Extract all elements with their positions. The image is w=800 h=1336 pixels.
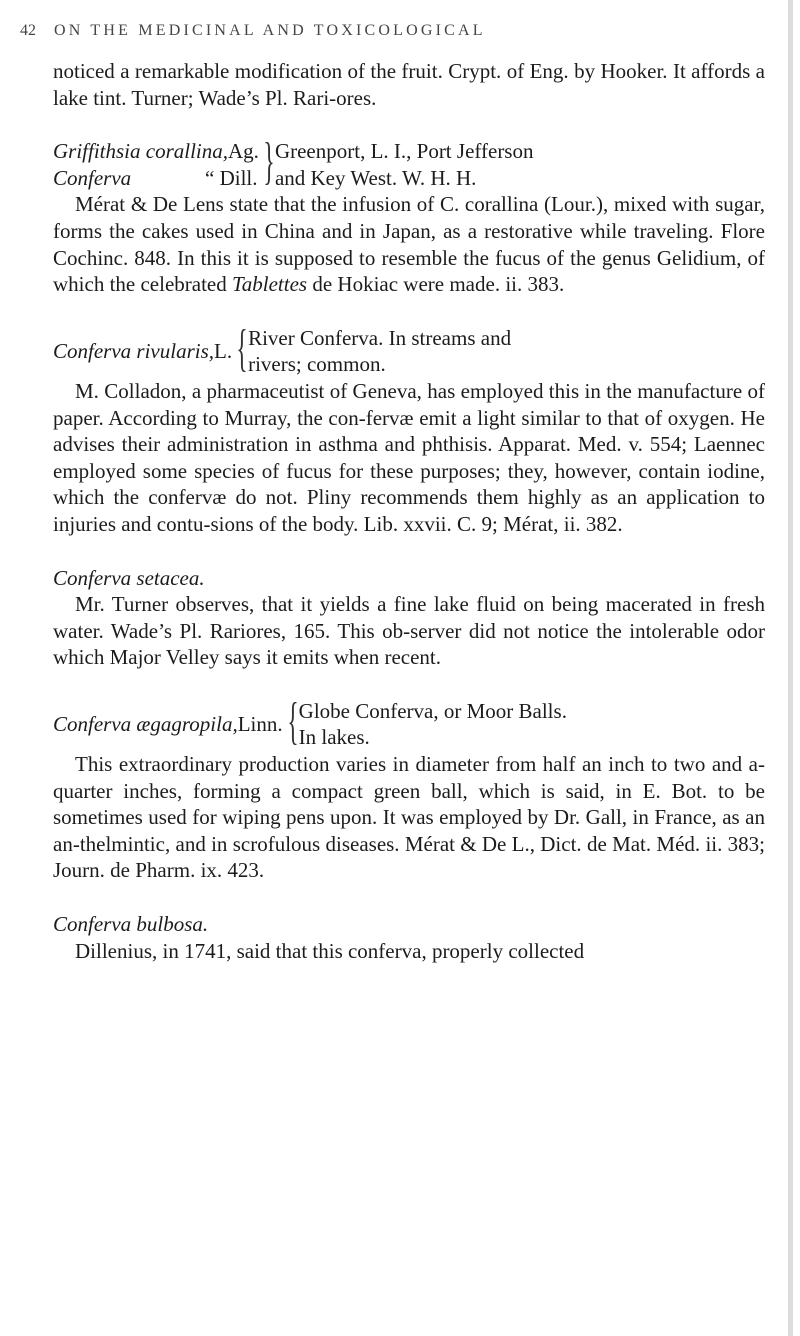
entry-setacea-heading: Conferva setacea. [53,565,205,590]
habitat: rivers; common. [248,352,386,377]
common-name: River Conferva. In streams and [248,325,512,350]
brace: { [287,692,299,750]
locality: and Key West. W. H. H. [274,165,477,190]
entry-setacea-text: Mr. Turner observes, that it yields a fine lake fluid on being macerated in fresh water. Wade’s Pl. Rariores, 165. This ob-server did not notice the intolerable odor which Major Velley says it emits when recent. [53,592,765,670]
entry-rivularis-text: M. Colladon, a pharmaceutist of Geneva, has employed this in the manufacture of paper. According to Murray, the con-fervæ emit a light similar to that of oxygen. He advises their administration in asthma and phthisis. Apparat. Med. v. 554; Laennec employed some species of fucus for these purposes; they, however, contain iodine, which the confervæ do not. Pliny recommends them highly as an application to injuries and contu-sions of the body. Lib. xxvii. C. 9; Mérat, ii. 382. [53,378,765,536]
entry-bulbosa-heading: Conferva bulbosa. [53,912,209,937]
entry-aegagropila-heading [53,692,765,751]
species-name: Conferva [53,165,132,190]
species-name: Griffithsia corallina, [53,139,229,164]
species-authority: Ag. [228,139,259,164]
page-edge-shadow [788,0,793,1336]
running-header [20,22,780,40]
locality: Greenport, L. I., Port Jefferson [274,139,534,164]
species-authority: Linn. [237,711,283,736]
continued-paragraph: noticed a remarkable modification of the fruit. Crypt. of Eng. by Hooker. It affords a lake tint. Turner; Wade’s Pl. Rari-ores. [53,59,765,110]
running-title: ON THE MEDICINAL AND TOXICOLOGICAL [54,22,486,39]
page-number: 42 [20,22,36,39]
entry-griffithsia-heading [53,133,765,191]
species-authority: L. [214,338,233,363]
common-name: Globe Conferva, or Moor Balls. [298,698,567,723]
brace: { [236,319,248,377]
entry-bulbosa-text: Dillenius, in 1741, said that this conferva, properly collected [75,938,585,963]
entry-griffithsia-text: Mérat & De Lens state that the infusion of C. corallina (Lour.), mixed with sugar, forms the cakes used in China and in Japan, as a restorative while traveling. Flore Cochinc. 848. In this it is supposed to resemble the fucus of the genus Gelidium, of which the celebrated Tablettes de Hokiac were made. ii. 383. [53,192,765,297]
entry-rivularis-heading [53,319,765,378]
species-name: Conferva rivularis, [53,338,214,363]
entry-aegagropila-text: This extraordinary production varies in diameter from half an inch to two and a-quarter inches, forming a compact green ball, which is said, in E. Bot. to be sometimes used for wiping pens upon. It was employed by Dr. Gall, in France, as an an-thelmintic, and in scrofulous diseases. Mérat & De L., Dict. de Mat. Méd. ii. 383; Journ. de Pharm. ix. 423. [53,752,765,883]
brace: } [263,133,275,191]
habitat: In lakes. [298,725,370,750]
body-text [53,58,765,964]
species-name: Conferva ægagropila, [53,711,238,736]
species-authority: “ Dill. [205,165,258,190]
